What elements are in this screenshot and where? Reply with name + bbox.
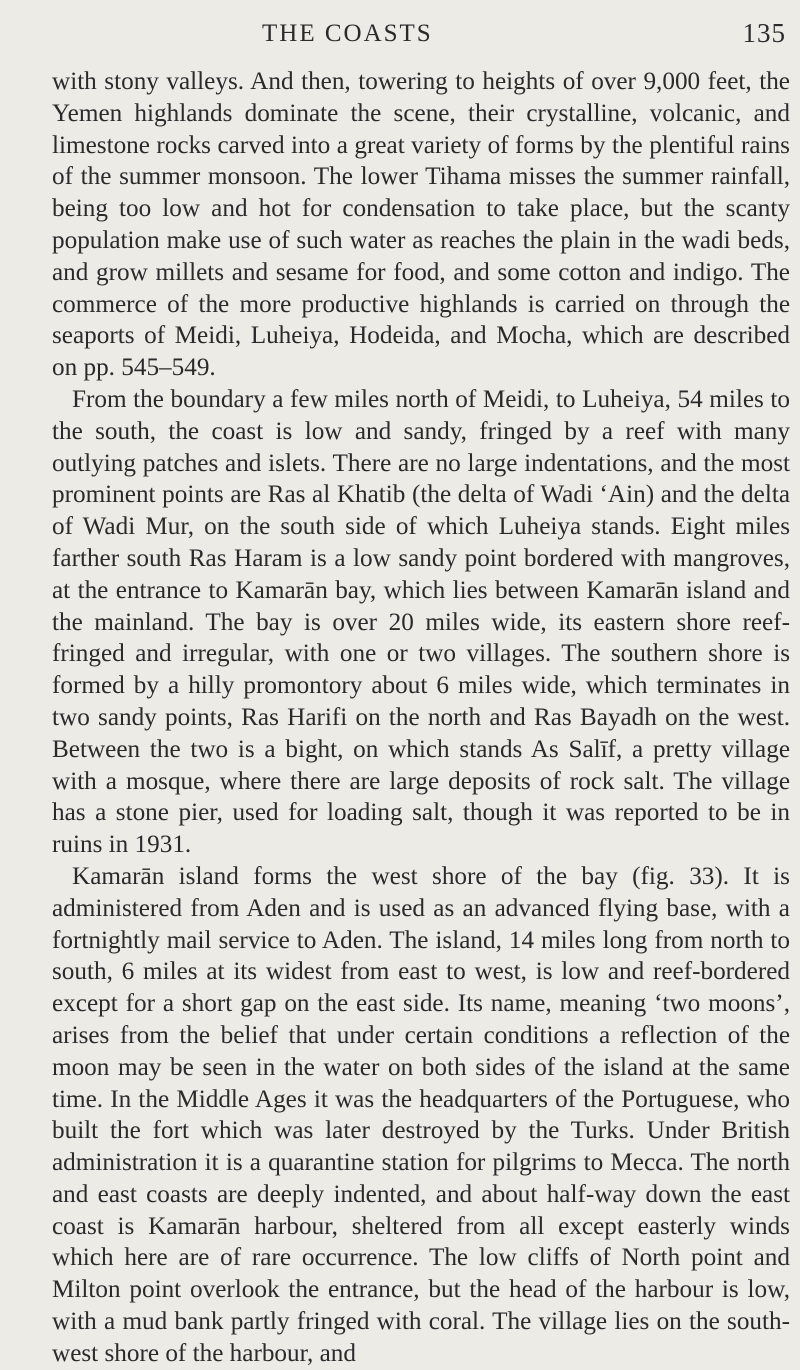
page-number: 135 bbox=[742, 18, 786, 48]
paragraph-kamaran-island: Kamarān island forms the west shore of the bay (fig. 33). It is administered from Aden and is used as an advanced flying base, with a fortnightly mail service to Aden. The island, 14 miles long from north to south, 6 miles at its widest from east to west, is low and reef-bordered except for a short gap on the east side. Its name, meaning ‘two moons’, arises from the belief that under certain conditions a reflection of the moon may be seen in the water on both sides of the island at the same time. In the Middle Ages it was the headquarters of the Portuguese, who built the fort which was later destroyed by the Turks. Under British administration it is a quarantine station for pilgrims to Mecca. The north and east coasts are deeply indented, and about half-way down the east coast is Kamarān harbour, sheltered from all except easterly winds which here are of rare occurrence. The low cliffs of North point and Milton point overlook the entrance, but the head of the harbour is low, with a mud bank partly fringed with coral. The village lies on the south-west shore of the harbour, and bbox=[52, 862, 790, 1367]
running-head bbox=[0, 16, 800, 56]
running-head-title: THE COASTS bbox=[262, 20, 433, 47]
paragraph-coast-description: From the boundary a few miles north of Meidi, to Luheiya, 54 miles to the south, the coast is low and sandy, fringed by a reef with many outlying patches and islets. There are no large indentations, and the most prominent points are Ras al Khatib (the delta of Wadi ‘Ain) and the delta of Wadi Mur, on the south side of which Luheiya stands. Eight miles farther south Ras Haram is a low sandy point bordered with mangroves, at the entrance to Kamarān bay, which lies between Kamarān island and the mainland. The bay is over 20 miles wide, its eastern shore reef-fringed and irregular, with one or two villages. The southern shore is formed by a hilly promontory about 6 miles wide, which terminates in two sandy points, Ras Harifi on the north and Ras Bayadh on the west. Between the two is a bight, on which stands As Salīf, a pretty village with a mosque, where there are large deposits of rock salt. The village has a stone pier, used for loading salt, though it was reported to be in ruins in 1931. bbox=[52, 385, 790, 859]
body-text bbox=[52, 66, 790, 1370]
paragraph-continuation: with stony valleys. And then, towering to heights of over 9,000 feet, the Yemen highlands dominate the scene, their crystalline, volcanic, and limestone rocks carved into a great variety of forms by the plentiful rains of the summer monsoon. The lower Tihama misses the summer rainfall, being too low and hot for condensation to take place, but the scanty population make use of such water as reaches the plain in the wadi beds, and grow millets and sesame for food, and some cotton and indigo. The commerce of the more productive highlands is carried on through the seaports of Meidi, Luheiya, Hodeida, and Mocha, which are described on pp. 545–549. bbox=[52, 68, 790, 382]
